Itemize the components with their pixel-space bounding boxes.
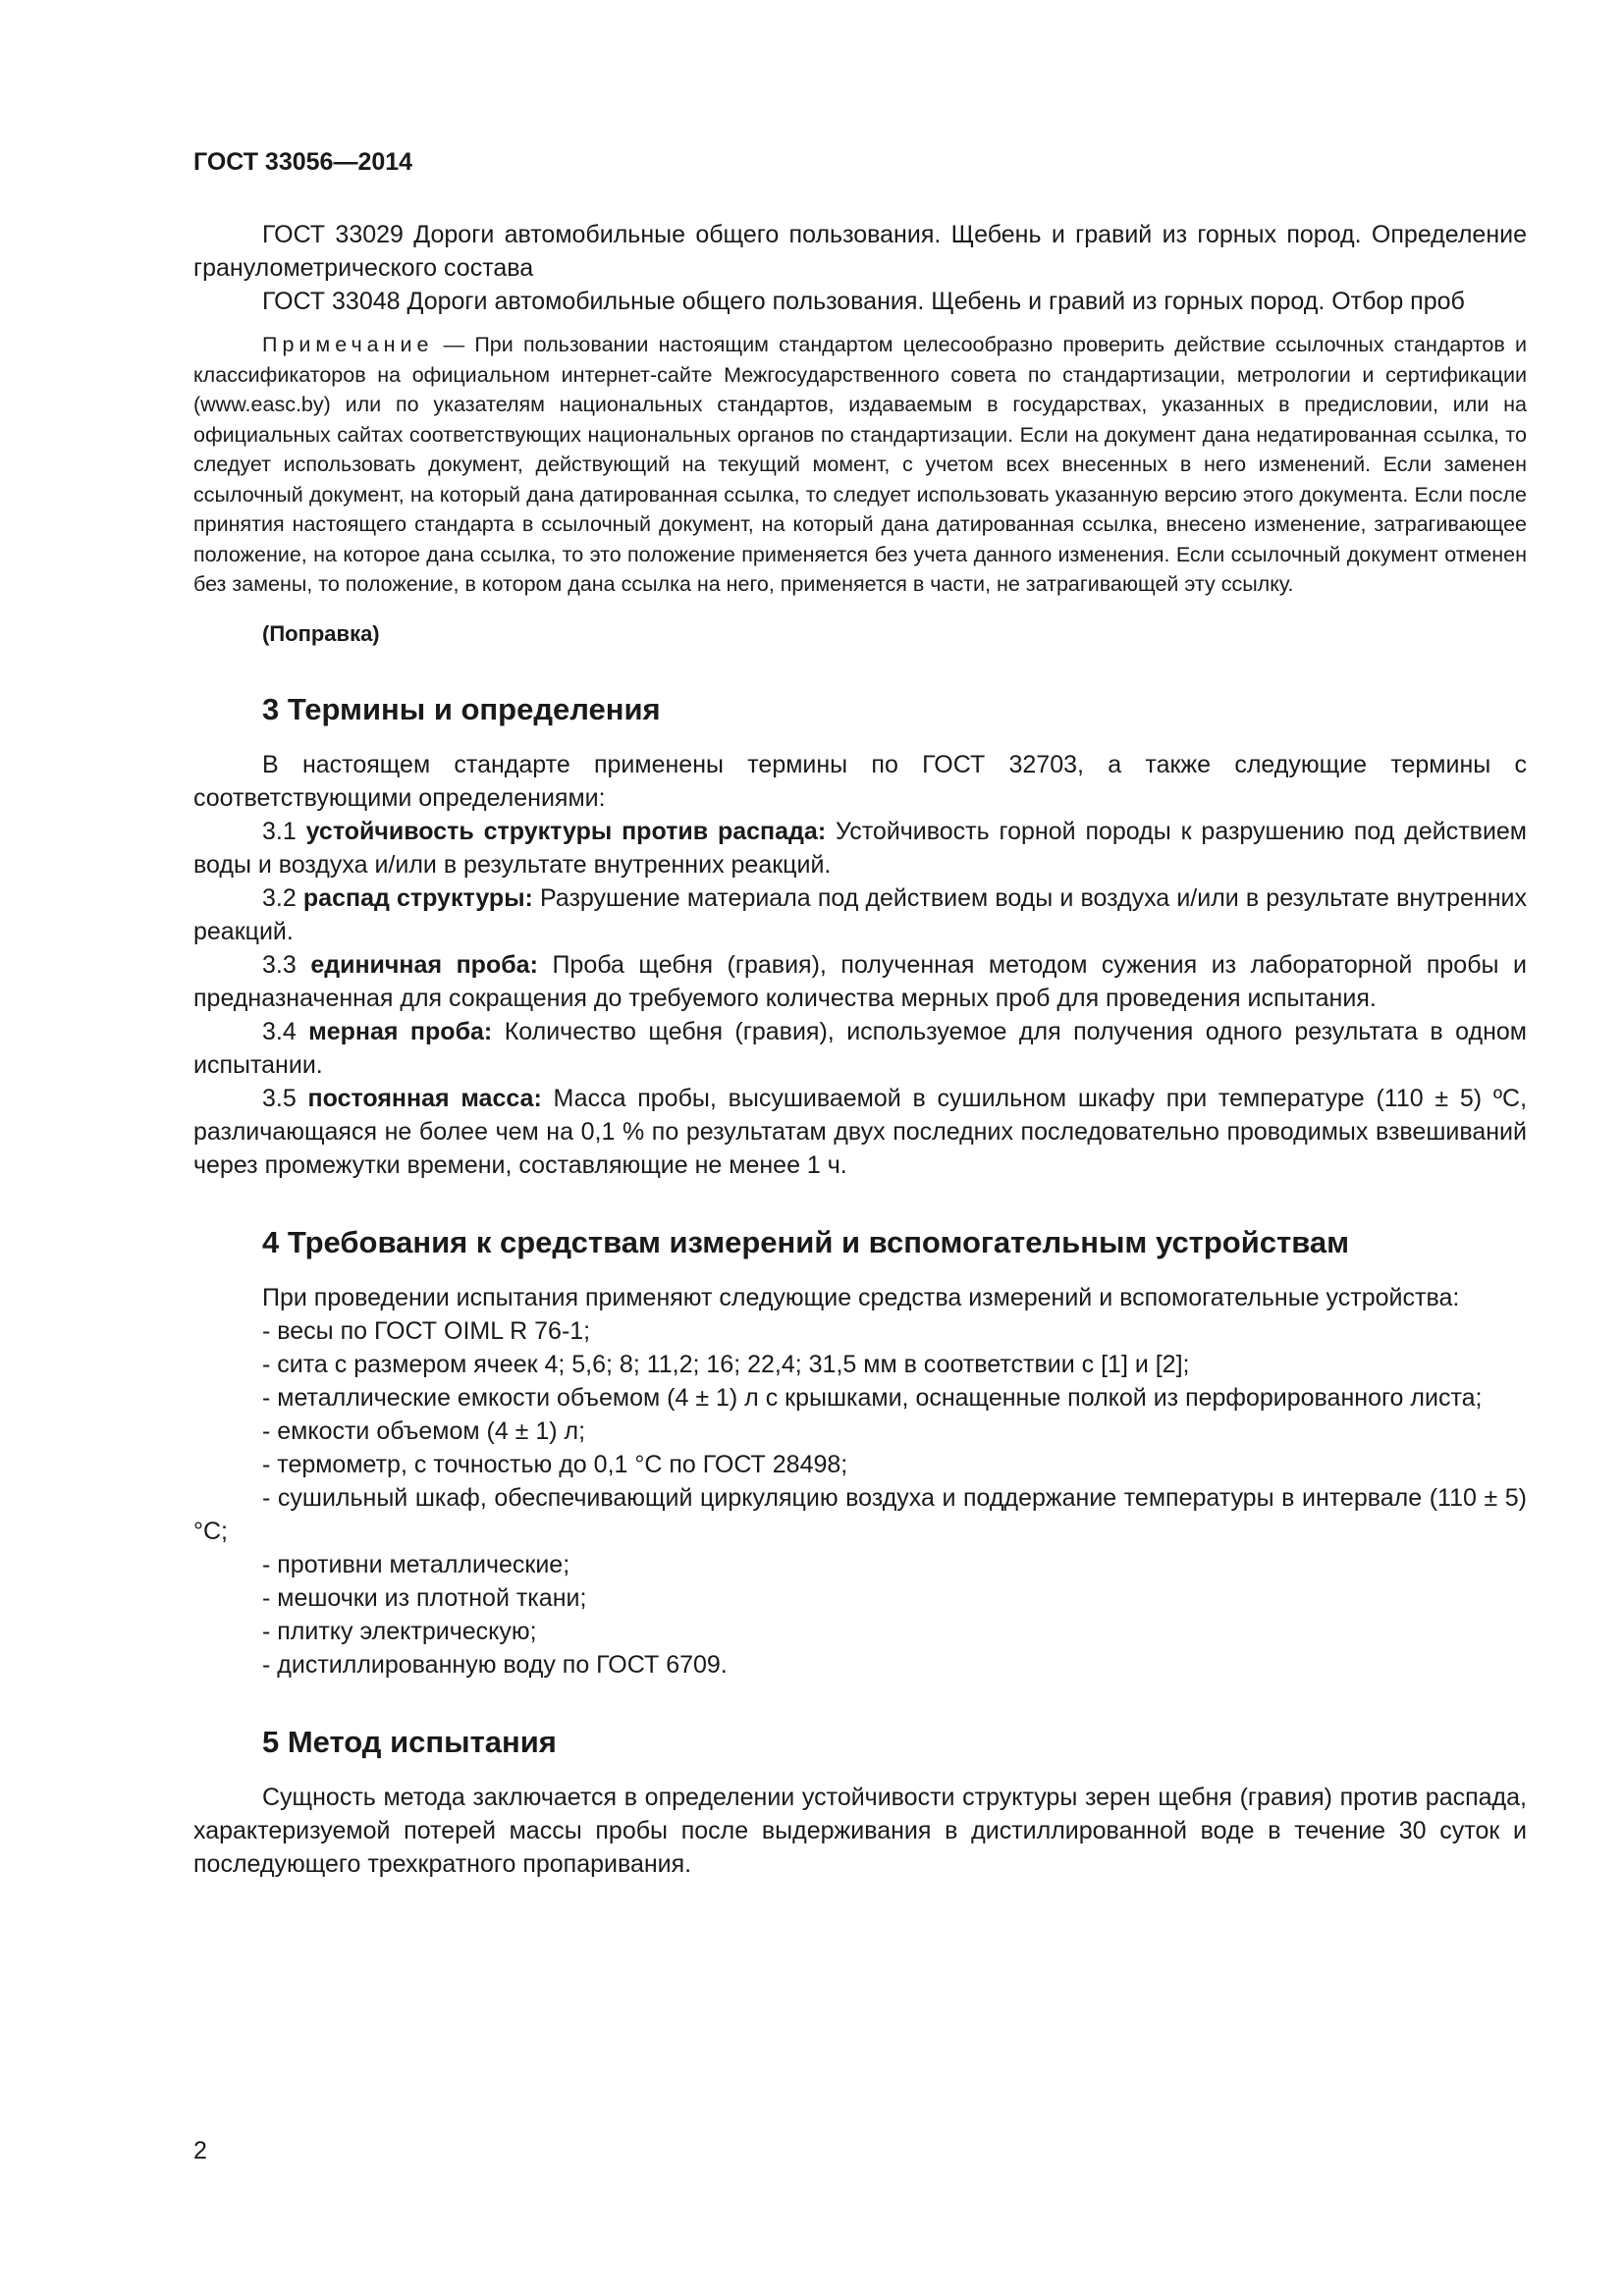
section-4-heading: 4 Требования к средствам измерений и вспомогательным устройствам (262, 1224, 1350, 1259)
amendment-mark: (Поправка) (262, 620, 380, 646)
term-number: 3.5 (262, 1084, 308, 1112)
term-definition: Масса пробы, высушиваемой в сушильном шкафу при температуре (110 ± 5) ºС, различающаяся не более чем на 0,1 % по результатам двух последних последовательно проводимых взвешиваний через промежутки времени, составляющие не менее 1 ч. (193, 1084, 1528, 1179)
note-label: Примечание (262, 333, 434, 356)
term-name: единичная проба: (310, 950, 538, 979)
term-name: устойчивость структуры против распада: (305, 817, 827, 845)
page-content (193, 147, 1527, 1881)
list-item: - емкости объемом (4 ± 1) л; (262, 1416, 586, 1445)
term-name: постоянная масса: (307, 1084, 542, 1112)
page-number: 2 (193, 2137, 207, 2164)
reference-gost-33029: ГОСТ 33029 Дороги автомобильные общего пользования. Щебень и гравий из горных пород. Определение гранулометрического состава (193, 221, 1527, 282)
section-3-intro: В настоящем стандарте применены термины по ГОСТ 32703, а также следующие термины с соответствующими определениями: (193, 750, 1527, 812)
term-3-2 (193, 881, 1527, 948)
list-item: - мешочки из плотной ткани; (262, 1583, 587, 1612)
note-text: — При пользовании настоящим стандартом целесообразно проверить действие ссылочных стандартов и классификаторов на официальном интернет-сайте Межгосударственного совета по стандартизации, метрологии и сертификации (www.easc.by) или по указателям национальных стандартов, издаваемым в государствах, указанных в предисловии, или на официальных сайтах соответствующих национальных органов по стандартизации. Если на документ дана недатированная ссылка, то следует использовать документ, действующий на текущий момент, с учетом всех внесенных в него изменений. Если заменен ссылочный документ, на который дана датированная ссылка, то следует использовать указанную версию этого документа. Если после принятия настоящего стандарта в ссылочный документ, на который дана датированная ссылка, внесено изменение, затрагивающее положение, на которое дана ссылка, то это положение применяется без учета данного изменения. Если ссылочный документ отменен без замены, то положение, в котором дана ссылка на него, применяется в части, не затрагивающей эту ссылку. (193, 333, 1527, 596)
term-definition: Устойчивость горной породы к разрушению под действием воды и воздуха и/или в результате внутренних реакций. (193, 817, 1527, 879)
term-definition: Разрушение материала под действием воды и воздуха и/или в результате внутренних реакций. (193, 883, 1527, 945)
term-number: 3.4 (262, 1017, 309, 1045)
term-number: 3.3 (262, 950, 311, 979)
list-item: - весы по ГОСТ OIML R 76-1; (262, 1316, 591, 1345)
term-name: мерная проба: (308, 1017, 493, 1045)
list-item: - термометр, с точностью до 0,1 °С по ГОСТ 28498; (262, 1450, 848, 1478)
term-3-3 (193, 948, 1527, 1015)
term-definition: Проба щебня (гравия), полученная методом сужения из лабораторной пробы и предназначенная для сокращения до требуемого количества мерных проб для проведения испытания. (193, 950, 1528, 1012)
list-item: - сита с размером ячеек 4; 5,6; 8; 11,2; 16; 22,4; 31,5 мм в соответствии с [1] и [2]; (262, 1350, 1190, 1378)
reference-gost-33048: ГОСТ 33048 Дороги автомобильные общего пользования. Щебень и гравий из горных пород. Отбор проб (262, 288, 1465, 315)
section-5-heading: 5 Метод испытания (262, 1724, 557, 1759)
document-code: ГОСТ 33056—2014 (193, 148, 413, 176)
term-3-4 (193, 1015, 1527, 1082)
list-item: - металлические емкости объемом (4 ± 1) л с крышками, оснащенные полкой из перфорированного листа; (262, 1383, 1483, 1412)
list-item: - сушильный шкаф, обеспечивающий циркуляцию воздуха и поддержание температуры в интервале (110 ± 5) °С; (193, 1483, 1527, 1545)
term-3-1 (193, 815, 1527, 881)
list-item: - дистиллированную воду по ГОСТ 6709. (262, 1650, 728, 1679)
section-5-text: Сущность метода заключается в определении устойчивости структуры зерен щебня (гравия) против распада, характеризуемой потерей массы пробы после выдерживания в дистиллированной воде в течение 30 суток и последующего трехкратного пропаривания. (193, 1783, 1527, 1878)
list-item: - противни металлические; (262, 1550, 570, 1578)
list-item: - плитку электрическую; (262, 1617, 537, 1645)
term-3-5 (193, 1082, 1527, 1182)
term-name: распад структуры: (302, 883, 533, 912)
note-paragraph (193, 330, 1527, 600)
section-3-heading: 3 Термины и определения (262, 691, 661, 726)
term-definition: Количество щебня (гравия), используемое для получения одного результата в одном испытании. (193, 1017, 1527, 1079)
term-number: 3.1 (262, 817, 306, 845)
section-4-intro: При проведении испытания применяют следующие средства измерений и вспомогательные устройства: (262, 1283, 1460, 1311)
term-number: 3.2 (262, 883, 303, 912)
